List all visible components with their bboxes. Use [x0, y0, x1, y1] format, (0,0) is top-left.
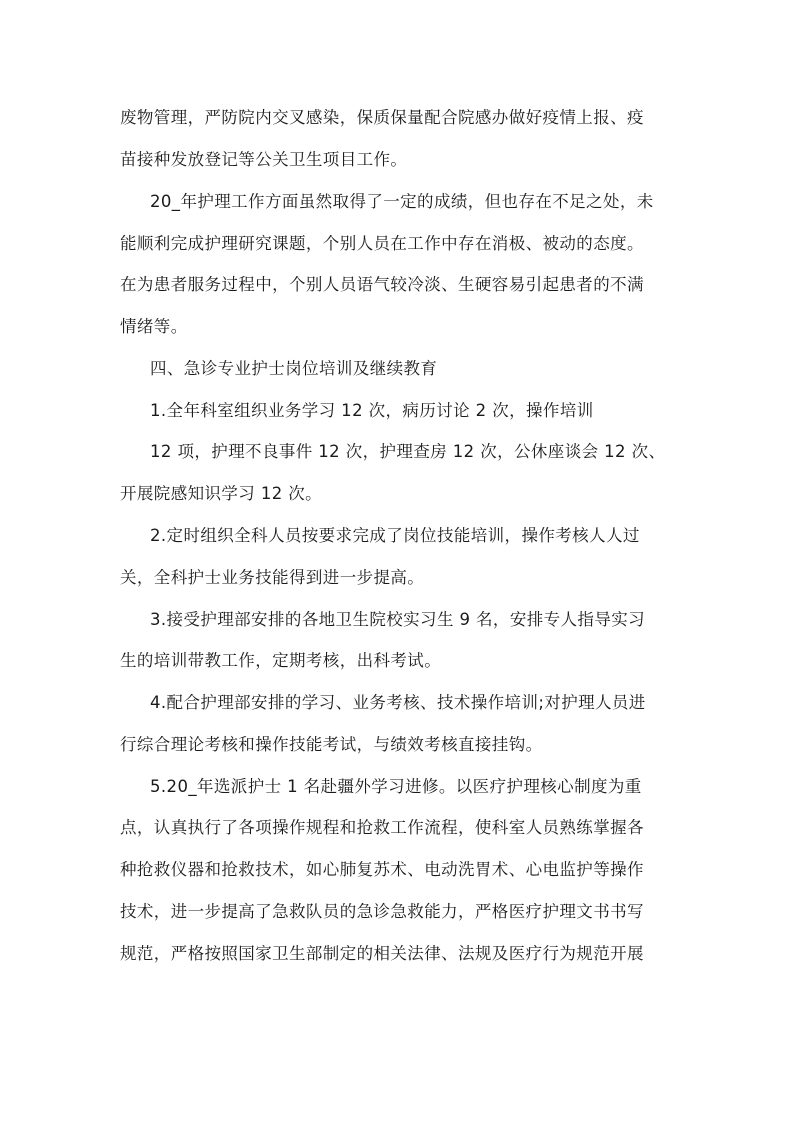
- paragraph-start: 1.全年科室组织业务学习 12 次，病历讨论 2 次，操作培训: [150, 401, 594, 420]
- text-line: 技术，进一步提高了急救队员的急诊急救能力，严格医疗护理文书书写: [120, 902, 644, 921]
- text-line: 行综合理论考核和操作技能考试，与绩效考核直接挂钩。: [120, 735, 543, 754]
- text-line: 生的培训带教工作，定期考核，出科考试。: [120, 651, 442, 670]
- text-line: 开展院感知识学习 12 次。: [120, 484, 323, 503]
- text-line: 点，认真执行了各项操作规程和抢救工作流程，使科室人员熟练掌握各: [120, 818, 644, 837]
- text-line: 种抢救仪器和抢救技术，如心肺复苏术、电动洗胃术、心电监护等操作: [120, 860, 644, 879]
- paragraph-start: 3.接受护理部安排的各地卫生院校实习生 9 名，安排专人指导实习: [150, 610, 646, 629]
- text-line: 能顺利完成护理研究课题，个别人员在工作中存在消极、被动的态度。: [120, 234, 644, 253]
- paragraph-start: 2.定时组织全科人员按要求完成了岗位技能培训，操作考核人人过: [150, 526, 640, 545]
- text-line: 情绪等。: [120, 317, 188, 336]
- paragraph-start: 4.配合护理部安排的学习、业务考核、技术操作培训;对护理人员进: [150, 693, 646, 712]
- section-heading: 四、急诊专业护士岗位培训及继续教育: [150, 359, 438, 378]
- text-line: 废物管理，严防院内交叉感染，保质保量配合院感办做好疫情上报、疫: [120, 108, 644, 127]
- text-line: 苗接种发放登记等公关卫生项目工作。: [120, 150, 408, 169]
- text-line: 关，全科护士业务技能得到进一步提高。: [120, 568, 425, 587]
- text-line: 12 项，护理不良事件 12 次，护理查房 12 次，公休座谈会 12 次、: [150, 442, 666, 461]
- text-line: 在为患者服务过程中，个别人员语气较冷淡、生硬容易引起患者的不满: [120, 275, 644, 294]
- text-line: 规范，严格按照国家卫生部制定的相关法律、法规及医疗行为规范开展: [120, 944, 644, 963]
- paragraph-start: 5.20_年选派护士 1 名赴疆外学习进修。以医疗护理核心制度为重: [150, 777, 642, 796]
- paragraph-start: 20_年护理工作方面虽然取得了一定的成绩，但也存在不足之处，未: [150, 192, 654, 211]
